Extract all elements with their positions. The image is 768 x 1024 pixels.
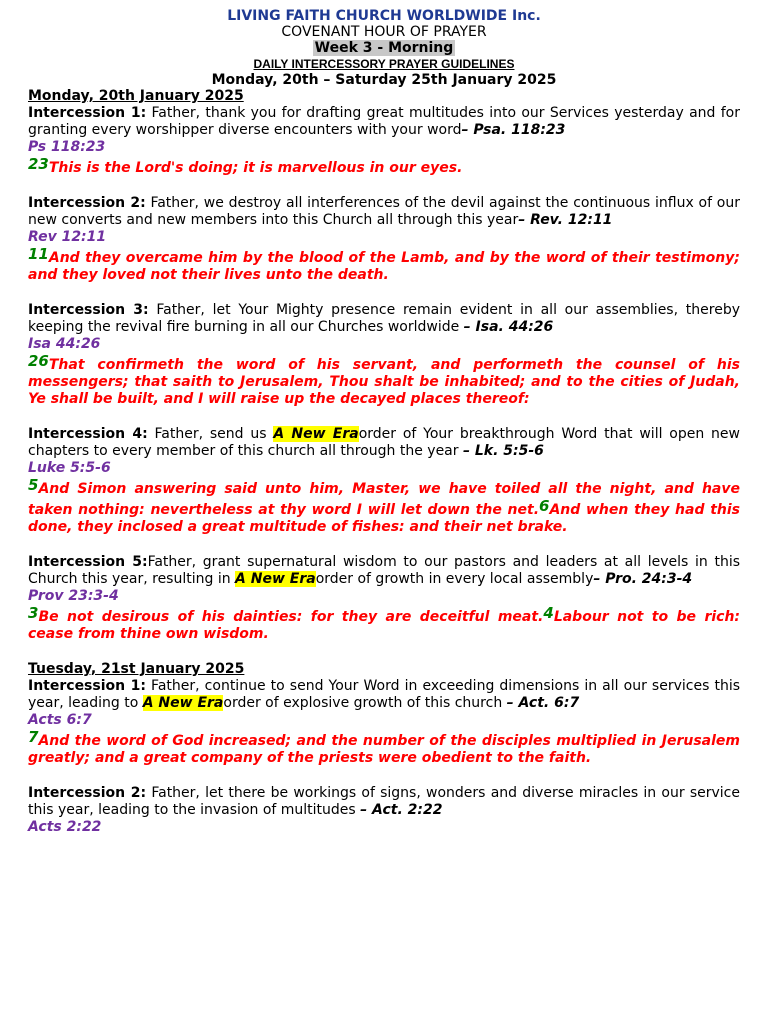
intercession-label: Intercession 4: bbox=[28, 426, 148, 442]
scripture-reference: – Lk. 5:5-6 bbox=[462, 443, 544, 459]
new-era-highlight: A New Era bbox=[142, 695, 224, 711]
verse-content: That confirmeth the word of his servant, and performeth the counsel of his messengers; that saith to Jerusalem, Thou shalt be inhabited; and to the cities of Judah, Ye shall be built, and I will raise up the decayed places thereof: bbox=[28, 357, 740, 407]
intercession-text bbox=[28, 105, 740, 139]
intercession-label: Intercession 2: bbox=[28, 785, 147, 801]
intercession-label: Intercession 2: bbox=[28, 195, 146, 211]
verse-reference: Acts 6:7 bbox=[28, 712, 92, 728]
intercession-text bbox=[28, 554, 740, 588]
verse-reference: Isa 44:26 bbox=[28, 336, 101, 352]
intercession-body: Father, thank you for drafting great multitudes into our Services yesterday and for granting every worshipper diverse encounters with your word bbox=[28, 105, 740, 138]
intercession-label: Intercession 5: bbox=[28, 554, 148, 570]
intercession-body-lead: Father, grant supernatural wisdom to our pastors and leaders at all levels in this Church this year, resulting in bbox=[28, 554, 741, 587]
verse-number: 5 bbox=[28, 476, 39, 494]
verse-text bbox=[28, 246, 740, 284]
verse-number: 11 bbox=[28, 245, 49, 263]
intercession-label: Intercession 1: bbox=[28, 105, 147, 121]
intercession-block bbox=[28, 105, 740, 177]
intercession-body: order of Your breakthrough Word that will open new chapters to every member of this church all through the year bbox=[28, 426, 740, 459]
intercession-text bbox=[28, 195, 740, 229]
verse-reference: Prov 23:3-4 bbox=[28, 588, 119, 604]
week-label: Week 3 - Morning bbox=[314, 40, 454, 56]
intercession-text bbox=[28, 302, 740, 336]
verse-number: 6 bbox=[539, 497, 550, 515]
intercession-body: order of growth in every local assembly bbox=[315, 571, 594, 587]
intercession-body: Father, we destroy all interferences of the devil against the continuous influx of our new converts and new members into this Church all through this year bbox=[28, 195, 740, 228]
verse-number: 3 bbox=[28, 604, 39, 622]
new-era-highlight: A New Era bbox=[235, 571, 316, 587]
verse-text bbox=[28, 477, 740, 536]
new-era-highlight: A New Era bbox=[273, 426, 359, 442]
verse-content: Labour not to be rich: cease from thine own wisdom. bbox=[28, 609, 741, 642]
intercession-block bbox=[28, 554, 740, 643]
verse-text bbox=[28, 353, 740, 408]
spacer bbox=[28, 767, 740, 785]
verse-content: Be not desirous of his dainties: for they are deceitful meat. bbox=[38, 609, 544, 625]
intercession-block bbox=[28, 785, 740, 836]
intercession-label: Intercession 1: bbox=[28, 678, 146, 694]
day-section bbox=[28, 661, 740, 836]
verse-text bbox=[28, 729, 740, 767]
verse-reference: Rev 12:11 bbox=[28, 229, 107, 245]
verse-content: And they overcame him by the blood of the Lamb, and by the word of their testimony; and they loved not their lives unto the death. bbox=[28, 250, 740, 283]
verse-content: And the word of God increased; and the number of the disciples multiplied in Jerusalem greatly; and a great company of the priests were obedient to the faith. bbox=[28, 733, 740, 766]
scripture-reference: – Pro. 24:3-4 bbox=[593, 571, 693, 587]
verse-text bbox=[28, 156, 740, 177]
scripture-reference: – Act. 2:22 bbox=[360, 802, 443, 818]
scripture-reference: – Act. 6:7 bbox=[506, 695, 580, 711]
intercession-text bbox=[28, 785, 740, 819]
verse-content: This is the Lord's doing; it is marvellous in our eyes. bbox=[48, 160, 463, 176]
day-title: Monday, 20th January 2025 bbox=[28, 88, 244, 104]
spacer bbox=[28, 536, 740, 554]
guidelines-heading: DAILY INTERCESSORY PRAYER GUIDELINES bbox=[253, 57, 515, 71]
spacer bbox=[28, 284, 740, 302]
spacer bbox=[28, 643, 740, 661]
intercession-body: Father, let there be workings of signs, wonders and diverse miracles in our service this year, leading to the invasion of multitudes bbox=[28, 785, 740, 818]
verse-number: 23 bbox=[28, 155, 49, 173]
verse-content: And when they had this done, they inclosed a great multitude of fishes: and their net brake. bbox=[28, 502, 740, 535]
verse-reference: Acts 2:22 bbox=[28, 819, 102, 835]
scripture-reference: – Isa. 44:26 bbox=[463, 319, 554, 335]
verse-number: 4 bbox=[543, 604, 554, 622]
intercession-text bbox=[28, 678, 740, 712]
intercession-body: Father, let Your Mighty presence remain evident in all our assemblies, thereby keeping the revival fire burning in all our Churches worldwide bbox=[28, 302, 740, 335]
verse-number: 26 bbox=[28, 352, 49, 370]
scripture-reference: – Rev. 12:11 bbox=[518, 212, 613, 228]
intercession-label: Intercession 3: bbox=[28, 302, 149, 318]
intercession-body-lead: Father, send us bbox=[147, 426, 274, 442]
days-container bbox=[28, 88, 740, 836]
verse-text bbox=[28, 605, 740, 643]
intercession-text bbox=[28, 426, 740, 460]
intercession-body: order of explosive growth of this church bbox=[223, 695, 507, 711]
intercession-body-lead: Father, continue to send Your Word in exceeding dimensions in all our services this year, leading to bbox=[28, 678, 740, 711]
scripture-reference: – Psa. 118:23 bbox=[461, 122, 566, 138]
intercession-block bbox=[28, 426, 740, 536]
prayer-document bbox=[28, 0, 740, 836]
day-title: Tuesday, 21st January 2025 bbox=[28, 661, 245, 677]
verse-content: And Simon answering said unto him, Master, we have toiled all the night, and have taken nothing: nevertheless at thy word I will let down the net. bbox=[28, 481, 740, 518]
intercession-block bbox=[28, 195, 740, 284]
spacer bbox=[28, 177, 740, 195]
church-name: LIVING FAITH CHURCH WORLDWIDE Inc. bbox=[227, 8, 541, 24]
intercession-block bbox=[28, 302, 740, 408]
verse-reference: Ps 118:23 bbox=[28, 139, 106, 155]
verse-reference: Luke 5:5-6 bbox=[28, 460, 111, 476]
date-range: Monday, 20th – Saturday 25th January 2025 bbox=[211, 72, 557, 88]
day-section bbox=[28, 88, 740, 661]
verse-number: 7 bbox=[28, 728, 39, 746]
intercession-block bbox=[28, 678, 740, 767]
document-subtitle: COVENANT HOUR OF PRAYER bbox=[281, 24, 487, 40]
spacer bbox=[28, 408, 740, 426]
